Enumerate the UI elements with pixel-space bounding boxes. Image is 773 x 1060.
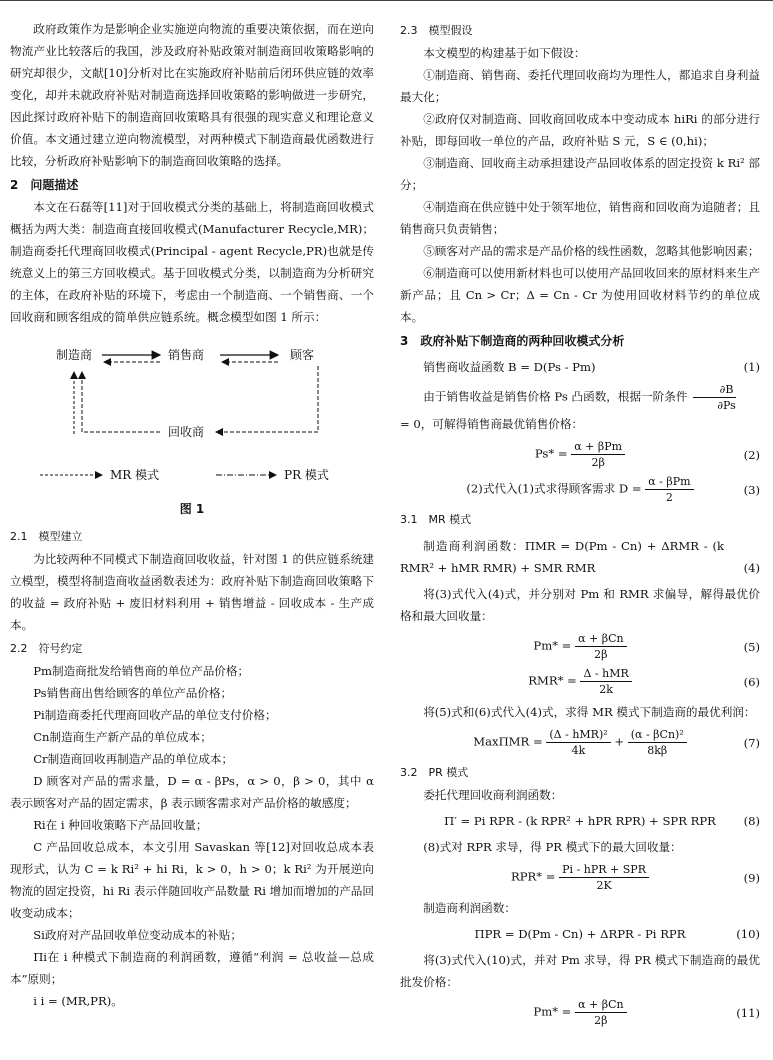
equation-8-body: Π′ = Pi RPR - (k RPR² + hPR RPR) + SPR RPR (444, 814, 716, 828)
equation-3-numerator: α - βPm (645, 474, 693, 490)
equation-5-numerator: α + βCn (575, 631, 627, 647)
symbol-pm: Pm制造商批发给销售商的单位产品价格； (33, 664, 250, 678)
equation-1-number: (1) (743, 360, 760, 374)
equation-11-lhs: Pm* = (533, 1004, 572, 1019)
equation-7-denominator-1: 4k (571, 744, 586, 757)
node-customer: 顾客 (290, 348, 315, 362)
derivation-text-1 (400, 382, 760, 413)
equation-9 (400, 862, 760, 893)
symbol-cn: Cn制造商生产新产品的单位成本； (33, 730, 212, 744)
equation-9-number: (9) (743, 870, 760, 885)
equation-6-fraction (580, 666, 631, 697)
equation-1 (400, 356, 760, 378)
assumption-2: ②政府仅对制造商、回收商回收成本中变动成本 hiRi 的部分进行补贴，即每回收一单位的产品，政府补贴 S 元，S ∈ (0,hi)； (400, 112, 760, 148)
assumption-1: ①制造商、销售商、委托代理回收商均为理性人，都追求自身利益最大化； (400, 68, 760, 104)
section-3-heading: 3 政府补贴下制造商的两种回收模式分析 (400, 334, 625, 348)
equation-6-denominator: 2k (599, 683, 613, 696)
equation-4-body: 制造商利润函数：ΠMR = D(Pm - Cn) + ΔRMR - (k RMR² + hMR RMR) + SMR RMR (400, 539, 724, 575)
symbol-d: D 顾客对产品的需求量，D = α - βPs，α > 0，β > 0，其中 α 表示顾客对产品的固定需求，β 表示顾客需求对产品价格的敏感度； (10, 774, 374, 810)
section-2-1-heading: 2.1 模型建立 (10, 530, 83, 543)
derivation-text-1b: = 0，可解得销售商最优销售价格： (400, 417, 584, 431)
equation-9-numerator: Pi - hPR + SPR (559, 862, 649, 878)
equation-2-number: (2) (743, 447, 760, 462)
legend-pr: PR 模式 (284, 468, 329, 482)
header-rule (0, 0, 773, 5)
equation-4-number: (4) (743, 561, 760, 575)
equation-10 (400, 923, 760, 945)
right-column (400, 18, 760, 1032)
legend-mr: MR 模式 (110, 468, 160, 482)
equation-11-numerator: α + βCn (575, 997, 627, 1013)
equation-9-fraction (559, 862, 649, 893)
equation-7 (400, 727, 760, 758)
equation-3-number: (3) (743, 482, 760, 497)
equation-1-body: 销售商收益函数 B = D(Ps - Pm) (423, 360, 596, 374)
equation-10-number: (10) (736, 927, 760, 941)
equation-11-denominator: 2β (594, 1014, 608, 1027)
derivation-text-6: 将(5)式和(6)式代入(4)式，求得 MR 模式下制造商的最优利润： (423, 705, 756, 719)
symbol-ps: Ps销售商出售给顾客的单位产品价格； (33, 686, 233, 700)
equation-9-denominator: 2K (596, 879, 612, 892)
assumption-4: ④制造商在供应链中处于领军地位，销售商和回收商为追随者；且销售商只负责销售； (400, 200, 760, 236)
equation-2-lhs: Ps* = (534, 446, 568, 461)
equation-9-lhs: RPR* = (511, 869, 556, 884)
equation-2-numerator: α + βPm (571, 439, 625, 455)
partial-numerator: ∂B (693, 382, 736, 398)
equation-11-fraction (575, 997, 627, 1028)
concept-model-diagram (10, 334, 374, 494)
equation-7-numerator-1: (Δ - hMR)² (546, 727, 610, 743)
problem-paragraph: 本文在石磊等[11]对于回收模式分类的基础上，将制造商回收模式概括为两大类：制造商直接回收模式(Manufacturer Recycle,MR)；制造商委托代理商回收模式(Principal - agent Recycle,PR)也就是传统意义上的第三方回收模式。基于回收模式分类，以制造商为分析研究的主体，在政府补贴的环境下，考虑由一个制造商、一个销售商、一个回收商和顾客组成的简单供应链系统。概念模型如图 1 所示： (10, 200, 374, 324)
derivation-text-1a: 由于销售收益是销售价格 Ps 凸函数，根据一阶条件 (423, 389, 688, 404)
equation-5-number: (5) (743, 639, 760, 654)
model-paragraph: 为比较两种不同模式下制造商回收收益，针对图 1 的供应链系统建立模型，模型将制造商收益函数表述为：政府补贴下制造商回收策略下的收益 = 政府补贴 + 废旧材料利用 + 销售增益 - 回收成本 - 生产成本。 (10, 552, 374, 632)
equation-5-lhs: Pm* = (533, 638, 572, 653)
equation-7-fraction-1 (546, 727, 610, 758)
symbol-si: Si政府对产品回收单位变动成本的补贴； (33, 928, 242, 942)
equation-7-number: (7) (743, 735, 760, 750)
node-manufacturer: 制造商 (56, 348, 93, 362)
equation-5-fraction (575, 631, 627, 662)
equation-7-plus: + (614, 734, 625, 749)
derivation-text-8: (8)式对 RPR 求导，得 PR 模式下的最大回收量： (423, 840, 682, 854)
equation-4 (400, 535, 760, 579)
derivation-text-4: 将(3)式代入(4)式，并分别对 Pm 和 RMR 求偏导，解得最优价格和最大回收量： (400, 587, 760, 623)
assumption-3: ③制造商、回收商主动承担建设产品回收体系的固定投资 k Ri² 部分； (400, 156, 760, 192)
equation-11 (400, 997, 760, 1028)
manufacturer-profit-label: 制造商利润函数： (423, 901, 516, 915)
equation-10-body: ΠPR = D(Pm - Cn) + ΔRPR - Pi RPR (474, 927, 686, 941)
symbol-pi: Pi制造商委托代理商回收产品的单位支付价格； (33, 708, 277, 722)
partial-derivative (691, 382, 739, 413)
node-retailer: 销售商 (168, 348, 205, 362)
equation-2 (400, 439, 760, 470)
equation-8 (400, 810, 760, 832)
left-column (10, 18, 374, 1012)
equation-3-denominator: 2 (665, 491, 673, 504)
section-3-2-heading: 3.2 PR 模式 (400, 766, 469, 779)
section-2-3-heading: 2.3 模型假设 (400, 24, 473, 37)
equation-2-fraction (571, 439, 625, 470)
section-3-1-heading: 3.1 MR 模式 (400, 513, 472, 526)
recycler-profit-label: 委托代理回收商利润函数： (423, 788, 563, 802)
node-recycler: 回收商 (168, 425, 205, 439)
symbol-pi-profit: Πi在 i 种模式下制造商的利润函数，遵循“利润 = 总收益—总成本”原则； (10, 950, 374, 986)
equation-3-text: (2)式代入(1)式求得顾客需求 D = (466, 481, 642, 496)
derivation-text-10: 将(3)式代入(10)式，并对 Pm 求导，得 PR 模式下制造商的最优批发价格： (400, 953, 760, 989)
section-2-2-heading: 2.2 符号约定 (10, 642, 83, 655)
equation-2-denominator: 2β (591, 456, 605, 469)
symbol-i: i i = (MR,PR)。 (33, 994, 123, 1008)
partial-denominator: ∂Ps (717, 399, 736, 412)
assumption-5: ⑤顾客对产品的需求是产品价格的线性函数，忽略其他影响因素； (423, 244, 760, 258)
assumption-6: ⑥制造商可以使用新材料也可以使用产品回收回来的原材料来生产新产品；且 Cn > Cr；Δ = Cn - Cr 为使用回收材料节约的单位成本。 (400, 266, 760, 324)
equation-8-number: (8) (743, 814, 760, 828)
symbol-c: C 产品回收总成本，本文引用 Savaskan 等[12]对回收总成本表现形式，认为 C = k Ri² + hi Ri，k > 0，h > 0；k Ri² 为开展逆向物流的固定投资，hi Ri 表示伴随回收产品数量 Ri 增加而增加的产品回收变动成本； (10, 840, 374, 920)
equation-3 (400, 474, 760, 505)
symbol-cr: Cr制造商回收再制造产品的单位成本； (33, 752, 234, 766)
equation-6-number: (6) (743, 674, 760, 689)
equation-7-fraction-2 (628, 727, 687, 758)
equation-6 (400, 666, 760, 697)
equation-6-numerator: Δ - hMR (580, 666, 631, 682)
equation-7-numerator-2: (α - βCn)² (628, 727, 687, 743)
equation-7-lhs: MaxΠMR = (473, 734, 543, 749)
intro-paragraph: 政府政策作为是影响企业实施逆向物流的重要决策依据，而在逆向物流产业比较落后的我国，涉及政府补贴政策对制造商回收策略影响的研究却很少，文献[10]分析对比在实施政府补贴前后闭环供应链的效率变化，却并未就政府补贴对制造商选择回收策略的影响做进一步研究，因此探讨政府补贴下的制造商回收策略具有很强的现实意义和理论意义价值。本文通过建立逆向物流模型，对两种模式下制造商最优函数进行比较，分析政府补贴影响下的制造商回收策略的选择。 (10, 22, 374, 168)
equation-5-denominator: 2β (594, 648, 608, 661)
figure-caption: 图 1 (179, 502, 205, 516)
symbol-ri: Ri在 i 种回收策略下产品回收量； (33, 818, 208, 832)
equation-5 (400, 631, 760, 662)
equation-3-fraction (645, 474, 693, 505)
assumption-intro: 本文模型的构建基于如下假设： (423, 46, 586, 60)
equation-7-denominator-2: 8kβ (647, 744, 668, 757)
section-2-heading: 2 问题描述 (10, 178, 79, 192)
equation-6-lhs: RMR* = (528, 673, 577, 688)
equation-11-number: (11) (736, 1005, 760, 1020)
